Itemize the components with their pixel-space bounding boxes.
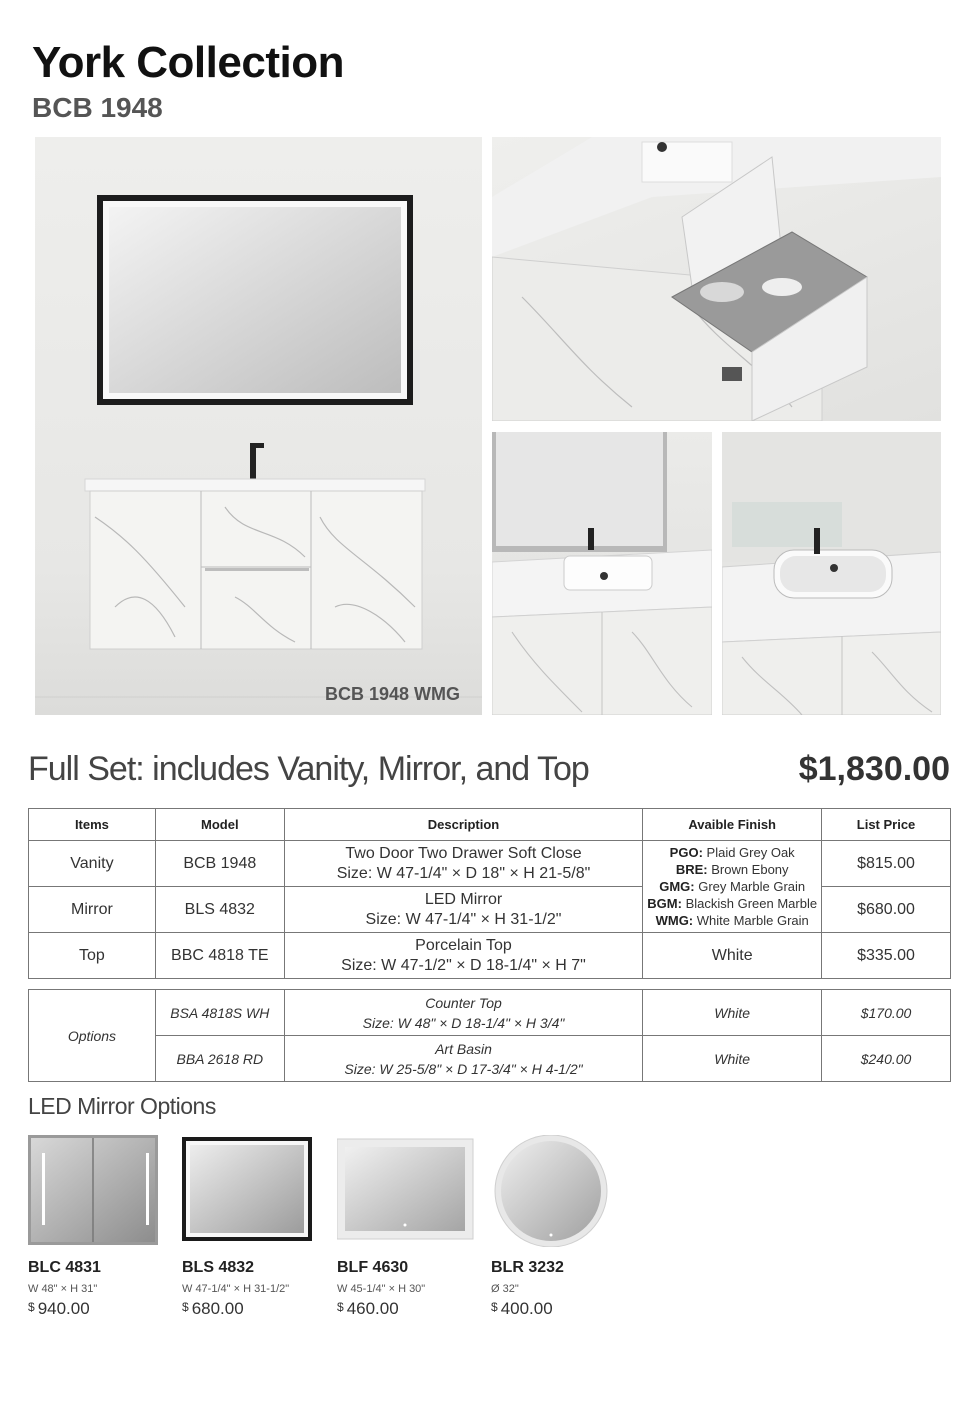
mirror-size: Ø 32" [491, 1283, 519, 1295]
finish-item: BRE: Brown Ebony [675, 862, 789, 877]
finish-item: BGM: Blackish Green Marble [647, 896, 818, 911]
mirror-card-blc4831 [28, 1135, 168, 1319]
led-options-heading: LED Mirror Options [28, 1093, 216, 1119]
table-row [29, 1036, 951, 1082]
table-row [29, 841, 951, 887]
drawer-detail-illustration [492, 137, 941, 421]
sink-detail-photo [492, 432, 712, 715]
mirror-model: BLC 4831 [28, 1259, 101, 1276]
finish-item: WMG: White Marble Grain [655, 913, 809, 928]
header-finish: Avaible Finish [643, 809, 822, 841]
mirror-model: BLR 3232 [491, 1259, 564, 1276]
mirror-price: $ 940.00 [28, 1299, 90, 1318]
page-title: York Collection [32, 38, 344, 87]
header-items: Items [29, 809, 156, 841]
model-subtitle: BCB 1948 [32, 92, 163, 123]
item-cell: Mirror [29, 887, 156, 933]
description-line: Counter Top [425, 994, 502, 1011]
model-cell: BSA 4818S WH [155, 990, 284, 1036]
description-line: Two Door Two Drawer Soft Close [345, 844, 582, 862]
full-set-description: Full Set: includes Vanity, Mirror, and Top [28, 750, 589, 788]
mirror-size: W 47-1/4" × H 31-1/2" [182, 1283, 290, 1295]
finish-cell: White [643, 933, 822, 979]
sink-detail-illustration [492, 432, 712, 715]
price-cell: $680.00 [822, 887, 951, 933]
description-line: Porcelain Top [415, 936, 512, 954]
mirror-card-bls4832 [182, 1135, 322, 1319]
description-cell [284, 933, 643, 979]
mirror-price: $ 400.00 [491, 1299, 553, 1318]
mirror-card-blr3232 [491, 1135, 631, 1319]
mirror-card-blf4630 [337, 1135, 477, 1319]
description-size: Size: W 47-1/4" × H 31-1/2" [365, 910, 562, 928]
price-cell: $335.00 [822, 933, 951, 979]
description-size: Size: W 48" × D 18-1/4" × H 3/4" [362, 1014, 565, 1031]
description-size: Size: W 47-1/4" × D 18" × H 21-5/8" [336, 864, 591, 882]
model-cell: BBC 4818 TE [155, 933, 284, 979]
description-cell [284, 1036, 643, 1082]
item-cell: Top [29, 933, 156, 979]
mirror-size: W 48" × H 31" [28, 1283, 98, 1295]
finish-list-cell [643, 841, 822, 933]
framed-led-mirror-image [182, 1135, 322, 1247]
header-model: Model [155, 809, 284, 841]
options-table [28, 989, 951, 1082]
art-basin-illustration [722, 432, 941, 715]
frameless-led-mirror-image [337, 1135, 477, 1247]
description-size: Size: W 25-5/8" × D 17-3/4" × H 4-1/2" [344, 1060, 583, 1077]
medicine-cabinet-image [28, 1135, 168, 1247]
item-cell: Vanity [29, 841, 156, 887]
description-line: Art Basin [435, 1040, 492, 1057]
description-cell [284, 887, 643, 933]
finish-item: GMG: Grey Marble Grain [659, 879, 806, 894]
description-line: LED Mirror [424, 890, 503, 908]
mirror-model: BLS 4832 [182, 1259, 255, 1276]
main-product-photo [35, 137, 482, 715]
finish-item: PGO: Plaid Grey Oak [669, 845, 795, 860]
options-label: Options [29, 990, 156, 1082]
mirror-size: W 45-1/4" × H 30" [337, 1283, 426, 1295]
table-row [29, 990, 951, 1036]
table-row [29, 933, 951, 979]
table-header-row [29, 809, 951, 841]
full-set-price: $1,830.00 [798, 750, 950, 788]
round-led-mirror-image [491, 1135, 631, 1247]
pricing-table [28, 808, 951, 979]
mirror-model: BLF 4630 [337, 1259, 409, 1276]
mirror-price: $ 460.00 [337, 1299, 399, 1318]
finish-cell: White [643, 990, 822, 1036]
model-cell: BLS 4832 [155, 887, 284, 933]
header-description: Description [284, 809, 643, 841]
art-basin-photo [722, 432, 941, 715]
main-photo-caption: BCB 1948 WMG [324, 684, 460, 704]
vanity-with-mirror-illustration [35, 137, 482, 715]
description-cell [284, 990, 643, 1036]
header-list-price: List Price [822, 809, 951, 841]
model-cell: BCB 1948 [155, 841, 284, 887]
price-cell: $240.00 [822, 1036, 951, 1082]
price-cell: $815.00 [822, 841, 951, 887]
model-cell: BBA 2618 RD [155, 1036, 284, 1082]
price-cell: $170.00 [822, 990, 951, 1036]
drawer-detail-photo [492, 137, 941, 421]
description-cell [284, 841, 643, 887]
mirror-price: $ 680.00 [182, 1299, 244, 1318]
description-size: Size: W 47-1/2" × D 18-1/4" × H 7" [341, 956, 586, 974]
finish-cell: White [643, 1036, 822, 1082]
